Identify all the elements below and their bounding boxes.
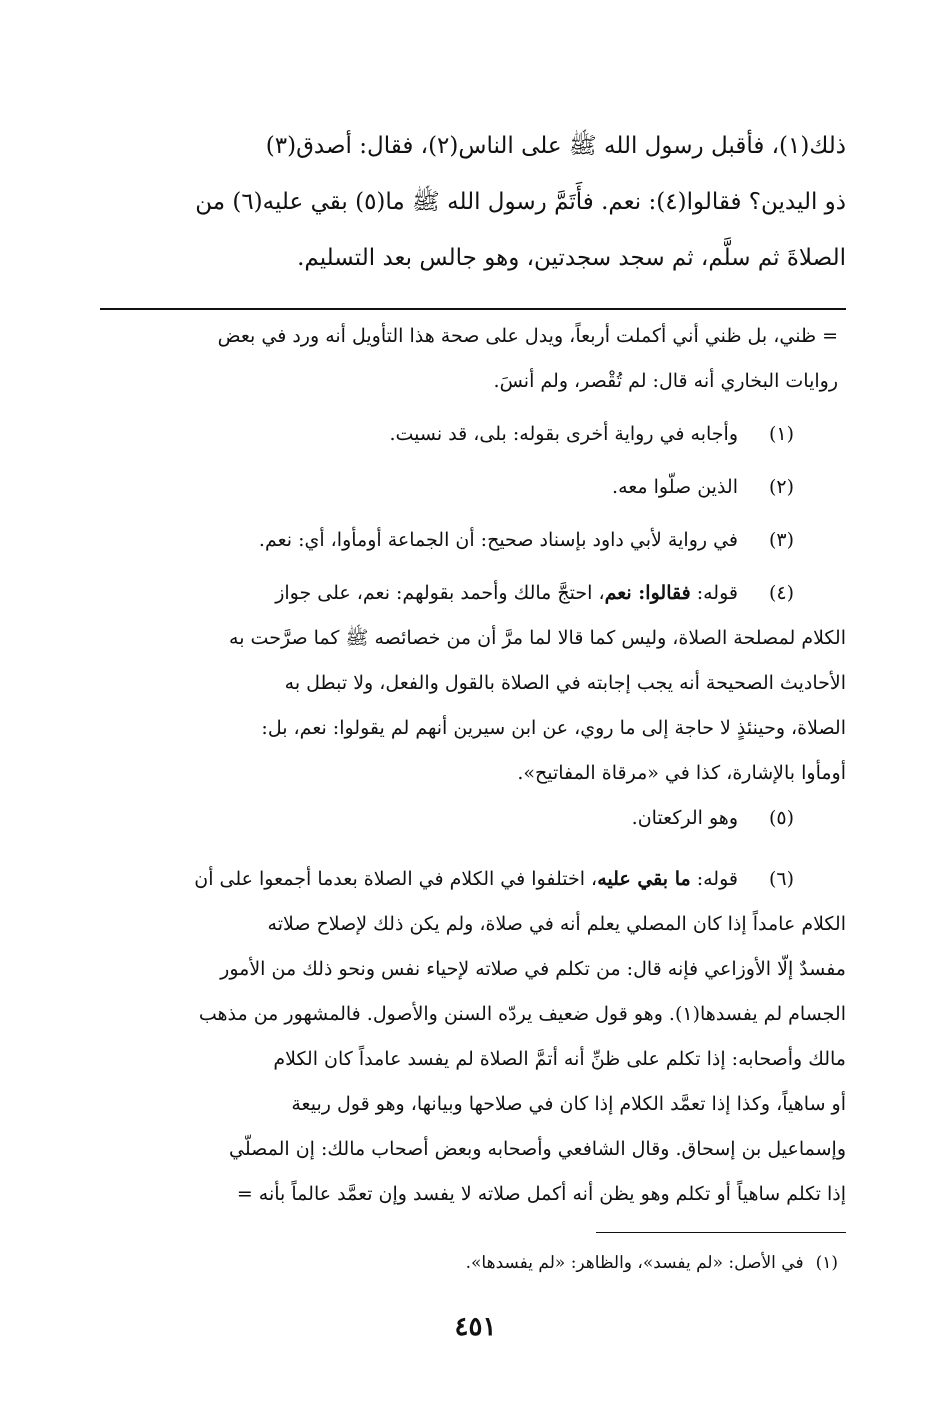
footnote-line: الجسام لم يفسدها(١). وهو قول ضعيف يردّه السنن والأصول. فالمشهور من مذهب [198,1003,846,1025]
footnote-separator [100,308,846,310]
footnote-number: (٥) [768,807,794,829]
continuation-note [100,359,846,404]
footnote-number: (٣) [768,529,794,551]
continuation-mark: = [822,325,838,347]
footnote-text: الذين صلّوا معه. [612,476,738,498]
footnote-6 [100,857,846,902]
footnote-text: في رواية لأبي داود بإسناد صحيح: أن الجماعة أومأوا، أي: نعم. [258,529,738,551]
footnote-3 [100,518,846,563]
footnote-number: (٢) [768,476,794,498]
footnotes [100,314,846,1217]
footnote-number: (٦) [768,868,794,890]
continuation-note [100,314,846,359]
footnote-line: أومأوا بالإشارة، كذا في «مرقاة المفاتيح». [517,762,846,784]
footnote-text: وأجابه في رواية أخرى بقوله: بلى، قد نسيت. [389,423,738,445]
footnote-keyword: فقالوا: نعم [604,582,691,604]
footnote-line: إذا تكلم ساهياً أو تكلم وهو يظن أنه أكمل صلاته لا يفسد وإن تعمَّد عالماً بأنه = [236,1183,846,1205]
footnote-1 [100,412,846,457]
footnote-5 [100,796,846,841]
footnote-line: الكلام عامداً إذا كان المصلي يعلم أنه في صلاة، ولم يكن ذلك لإصلاح صلاته [267,913,846,935]
sub-footnote-number: (١) [815,1253,838,1273]
page-content [100,118,846,1217]
footnote-line: الكلام لمصلحة الصلاة، وليس كما قالا لما مرَّ أن من خصائصه ﷺ كما صرَّحت به [229,627,846,649]
footnote-number: (٤) [768,582,794,604]
footnote-4 [100,571,846,616]
footnote-2 [100,465,846,510]
main-text-line: ذلك(١)، فأقبل رسول الله ﷺ على الناس(٢)، فقال: أصدق(٣) [265,133,846,159]
footnote-text: وهو الركعتان. [631,807,738,829]
sub-footnote [100,1248,846,1278]
footnote-line: الصلاة، وحينئذٍ لا حاجة إلى ما روي، عن ابن سيرين أنهم لم يقولوا: نعم، بل: [261,717,846,739]
main-text-line: ذو اليدين؟ فقالوا(٤): نعم. فأَتَمَّ رسول الله ﷺ ما(٥) بقي عليه(٦) من [195,189,846,215]
footnote-line: وإسماعيل بن إسحاق. وقال الشافعي وأصحابه وبعض أصحاب مالك: إن المصلّي [229,1138,846,1160]
sub-footnote-separator [596,1232,846,1233]
main-text-line: الصلاةَ ثم سلَّم، ثم سجد سجدتين، وهو جالس بعد التسليم. [297,245,846,271]
footnote-number: (١) [768,423,794,445]
footnote-lead: قوله: [690,582,738,604]
footnote-line: الأحاديث الصحيحة أنه يجب إجابته في الصلاة بالقول والفعل، ولا تبطل به [284,672,846,694]
footnote-line: أو ساهياً، وكذا إذا تعمَّد الكلام إذا كان في صلاحها وبيانها، وهو قول ربيعة [291,1093,846,1115]
page-number: ٤٥١ [454,1312,497,1342]
footnote-line: مفسدٌ إلّا الأوزاعي فإنه قال: من تكلم في صلاته لإحياء نفس ونحو ذلك من الأمور [220,958,846,980]
footnote-line: مالك وأصحابه: إذا تكلم على ظنِّ أنه أتمَّ الصلاة لم يفسد عامداً كان الكلام [273,1048,846,1070]
continuation-line: ظني، بل ظني أني أكملت أربعاً، ويدل على صحة هذا التأويل أنه ورد في بعض [217,325,817,347]
main-text [100,118,846,286]
footnote-text: ، اختلفوا في الكلام في الصلاة بعدما أجمعوا على أن [194,868,598,890]
footnote-keyword: ما بقي عليه [597,868,691,890]
footnote-text: ، احتجَّ مالك وأحمد بقولهم: نعم، على جواز [275,582,605,604]
footnote-lead: قوله: [690,868,738,890]
sub-footnote-text: في الأصل: «لم يفسد»، والظاهر: «لم يفسدها». [465,1253,804,1273]
continuation-line: روايات البخاري أنه قال: لم تُقْصر، ولم أنسَ. [493,370,838,392]
